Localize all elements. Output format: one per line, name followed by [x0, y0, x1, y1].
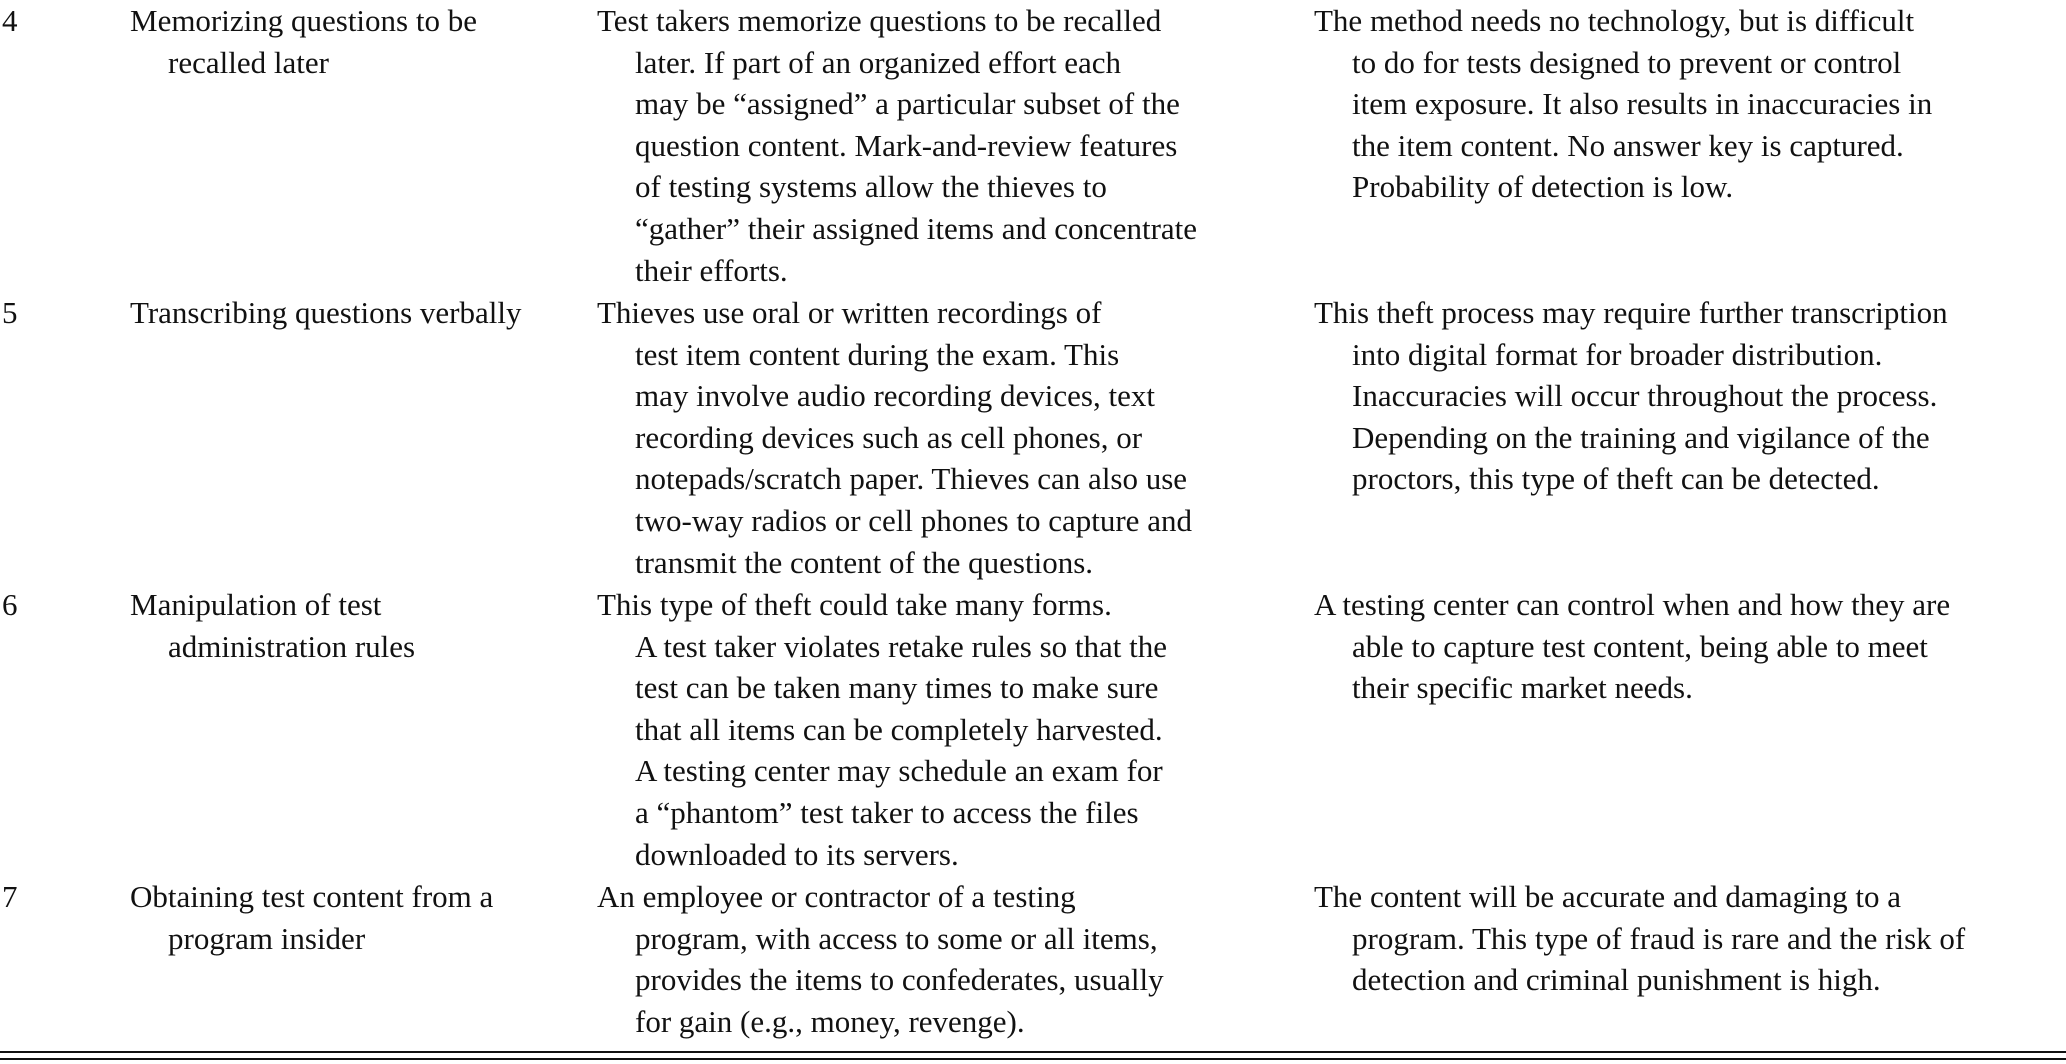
method-cell: Transcribing questions verbally [130, 295, 522, 330]
description-cell: This type of theft could take many forms. A test taker violates retake rules so that the test can be taken many times to make sure that all items can be completely harvested. A testing center may schedule an exam for a “phantom” test taker to access the files downloaded to its servers. [597, 587, 1167, 872]
implications-cell: A testing center can control when and how they are able to capture test content, being able to meet their specific market needs. [1314, 587, 1951, 706]
method-cell: Obtaining test content from a program insider [130, 879, 494, 956]
method-cell: Memorizing questions to be recalled later [130, 3, 477, 80]
row-number: 6 [2, 587, 18, 622]
implications-cell: The content will be accurate and damaging to a program. This type of fraud is rare and the risk of detection and criminal punishment is high. [1314, 879, 1966, 998]
table-bottom-rule [0, 1051, 2066, 1053]
row-number: 7 [2, 879, 18, 914]
description-cell: Thieves use oral or written recordings of test item content during the exam. This may involve audio recording devices, text recording devices such as cell phones, or notepads/scratch paper. Thieves can also use two-way radios or cell phones to capture and transmit the content of the questions. [597, 295, 1192, 580]
description-cell: Test takers memorize questions to be recalled later. If part of an organized effort each may be “assigned” a particular subset of the question content. Mark-and-review features of testing systems allow the thieves to “gather” their assigned items and concentrate their efforts. [597, 3, 1198, 288]
table-bottom-rule-double [0, 1058, 2066, 1060]
implications-cell: The method needs no technology, but is difficult to do for tests designed to prevent or control item exposure. It also results in inaccuracies in the item content. No answer key is captured. Probability of detection is low. [1314, 3, 1933, 205]
implications-cell: This theft process may require further transcription into digital format for broader distribution. Inaccuracies will occur throughout the process. Depending on the training and vigilance of the proctors, this type of theft can be detected. [1314, 295, 1948, 497]
method-cell: Manipulation of test administration rules [130, 587, 416, 664]
row-number: 5 [2, 295, 18, 330]
row-number: 4 [2, 3, 18, 38]
description-cell: An employee or contractor of a testing program, with access to some or all items, provides the items to confederates, usually for gain (e.g., money, revenge). [597, 879, 1164, 1039]
